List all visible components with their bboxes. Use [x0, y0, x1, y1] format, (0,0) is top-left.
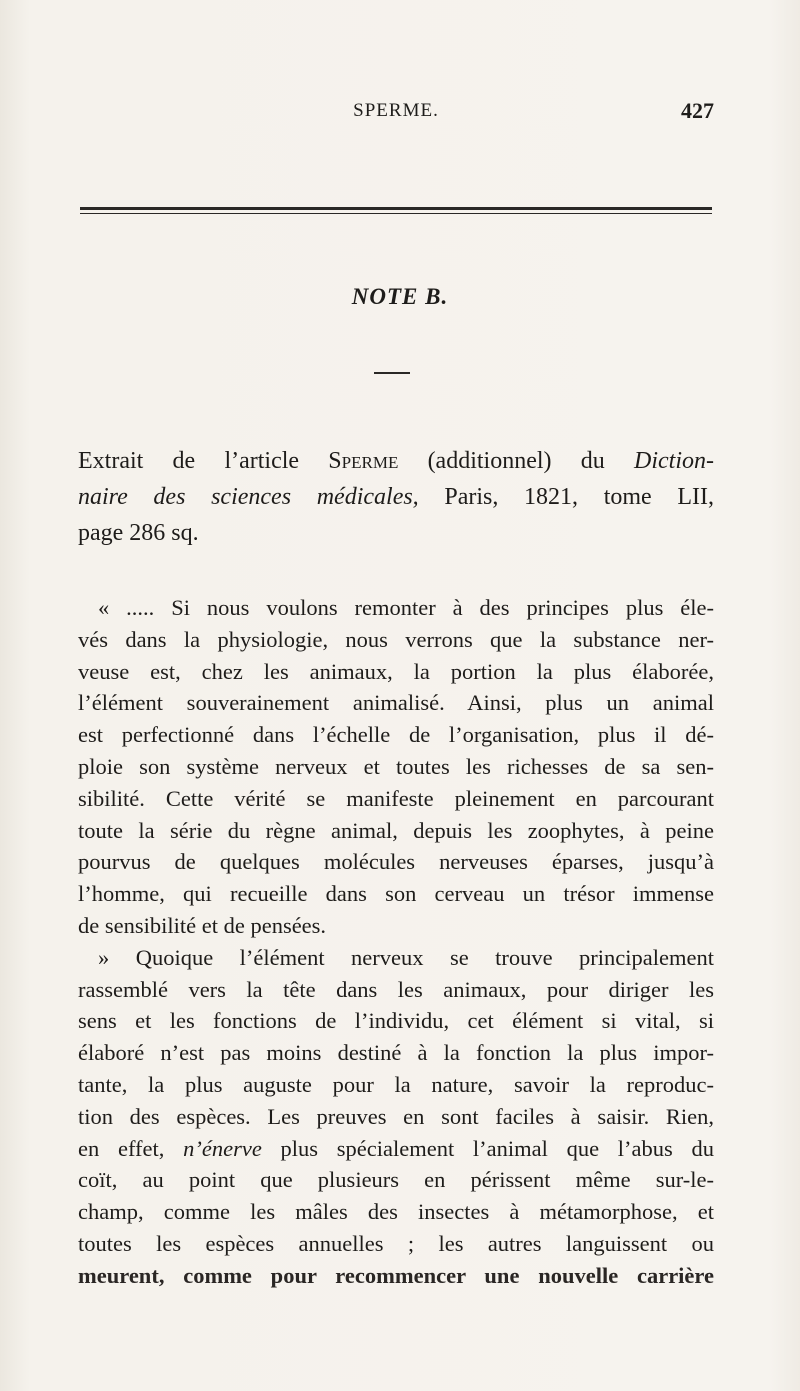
text-line: l’homme, qui recueille dans son cerveau un trésor immense: [78, 881, 714, 907]
header-double-rule: [80, 207, 712, 214]
text-line: champ, comme les mâles des insectes à métamorphose, et: [78, 1199, 714, 1225]
note-title: NOTE B.: [351, 284, 449, 309]
paragraph-1: [78, 592, 714, 942]
running-head: [78, 100, 714, 130]
text-line: rassemblé vers la tête dans les animaux, pour diriger les: [78, 976, 714, 1002]
text-line: en effet, n’énerve plus spécialement l’animal que l’abus du: [78, 1135, 714, 1161]
text-line: ploie son système nerveux et toutes les richesses de sa sen-: [78, 753, 714, 779]
text-line: pourvus de quelques molécules nerveuses éparses, jusqu’à: [78, 849, 714, 875]
text-line: tante, la plus auguste pour la nature, savoir la reproduc-: [78, 1071, 714, 1097]
page-number: 427: [681, 98, 714, 123]
text-line: meurent, comme pour recommencer une nouvelle carrière: [78, 1262, 714, 1288]
text-line: tion des espèces. Les preuves en sont faciles à saisir. Rien,: [78, 1103, 714, 1129]
text-line: veuse est, chez les animaux, la portion la plus élaborée,: [78, 658, 714, 684]
text-line: « ..... Si nous voulons remonter à des principes plus éle-: [98, 595, 714, 620]
text-line: sibilité. Cette vérité se manifeste pleinement en parcourant: [78, 785, 714, 811]
text-line: l’élément souverainement animalisé. Ainsi, plus un animal: [78, 690, 714, 716]
citation-line-3: page 286 sq.: [78, 520, 199, 546]
text-line: de sensibilité et de pensées.: [78, 912, 327, 938]
text-line: est perfectionné dans l’échelle de l’organisation, plus il dé-: [78, 722, 714, 748]
text-line: vés dans la physiologie, nous verrons que la substance ner-: [78, 626, 714, 652]
source-citation: [78, 443, 714, 551]
paragraph-2: [78, 942, 714, 1292]
section-divider: [374, 372, 410, 374]
quoted-text: [78, 592, 714, 1292]
text-line: coït, au point que plusieurs en périssent même sur-le-: [78, 1167, 714, 1193]
running-head-title: SPERME.: [353, 100, 439, 121]
text-line: toute la série du règne animal, depuis les zoophytes, à peine: [78, 817, 714, 843]
text-line: élaboré n’est pas moins destiné à la fonction la plus impor-: [78, 1040, 714, 1066]
text-line: » Quoique l’élément nerveux se trouve principalement: [98, 944, 714, 970]
citation-line-1: Extrait de l’article Sperme (additionnel) du Diction-: [78, 448, 714, 474]
citation-line-2: naire des sciences médicales, Paris, 1821, tome LII,: [78, 484, 714, 510]
text-line: sens et les fonctions de l’individu, cet élément si vital, si: [78, 1008, 714, 1034]
text-line: toutes les espèces annuelles ; les autres languissent ou: [78, 1230, 714, 1256]
